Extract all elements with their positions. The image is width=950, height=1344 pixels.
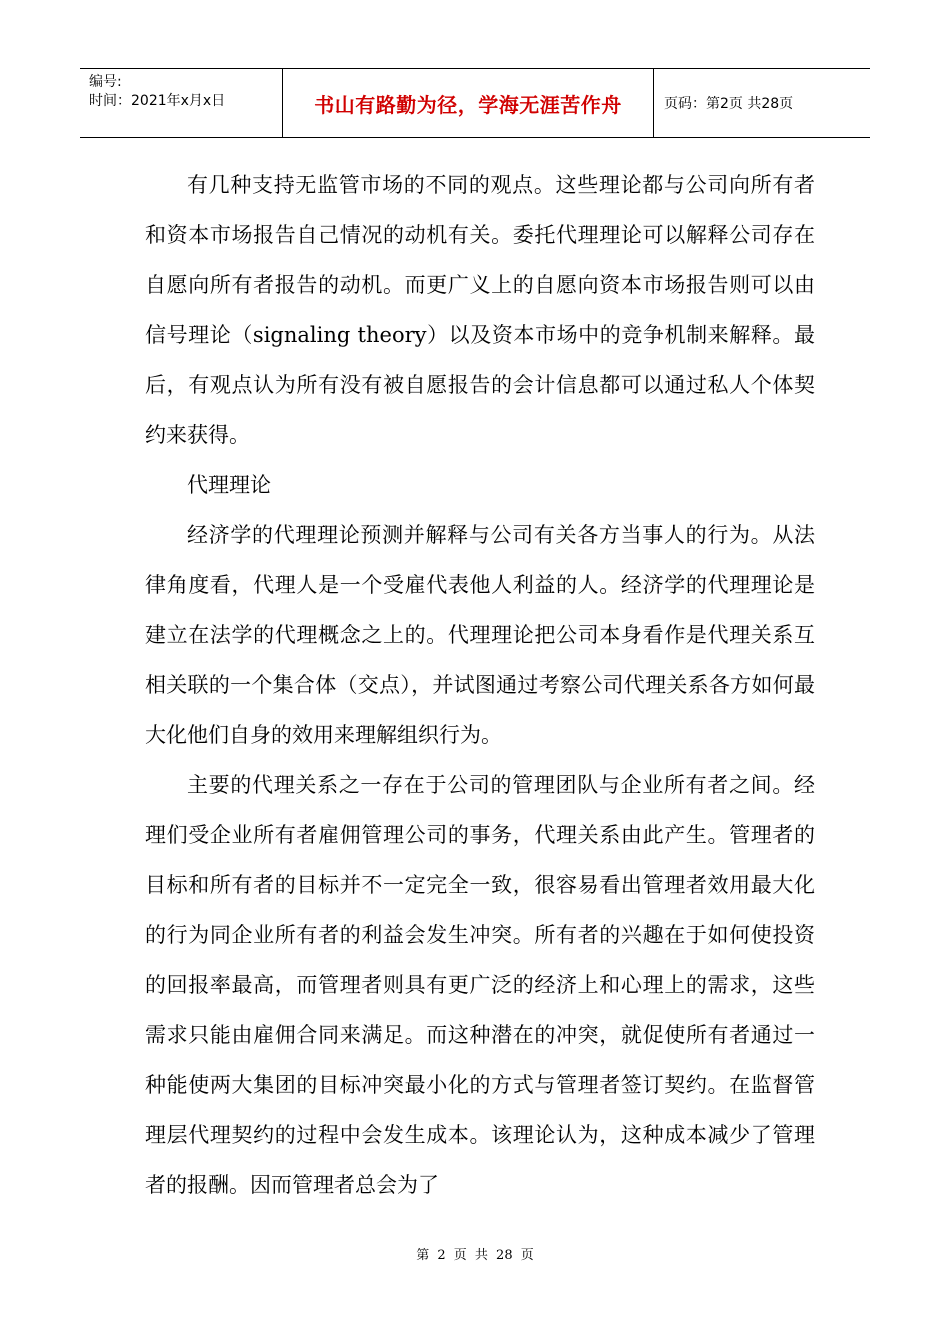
page-footer: 第 2 页 共 28 页: [416, 1248, 534, 1263]
motto-text: 书山有路勤为径，学海无涯苦作舟: [314, 92, 622, 117]
header-meta: [80, 69, 282, 137]
number-label: 编号:: [89, 74, 122, 90]
page-info-text: 页码：第2页 共28页: [664, 96, 794, 112]
paragraph-1: 有几种支持无监管市场的不同的观点。这些理论都与公司向所有者和资本市场报告自己情况的动机有关。委托代理理论可以解释公司存在自愿向所有者报告的动机。而更广义上的自愿向资本市场报告则可以由信号理论（signaling theory）以及资本市场中的竞争机制来解释。最后，有观点认为所有没有被自愿报告的会计信息都可以通过私人个体契约来获得。: [145, 173, 815, 447]
header-motto-cell: [282, 69, 654, 137]
time-label: 时间：2021年x月x日: [89, 93, 226, 109]
paragraph-2: 经济学的代理理论预测并解释与公司有关各方当事人的行为。从法律角度看，代理人是一个受雇代表他人利益的人。经济学的代理理论是建立在法学的代理概念之上的。代理理论把公司本身看作是代理关系互相关联的一个集合体（交点），并试图通过考察公司代理关系各方如何最大化他们自身的效用来理解组织行为。: [145, 523, 815, 747]
header-table: [80, 68, 870, 138]
paragraph-3: 主要的代理关系之一存在于公司的管理团队与企业所有者之间。经理们受企业所有者雇佣管理公司的事务，代理关系由此产生。管理者的目标和所有者的目标并不一定完全一致，很容易看出管理者效用最大化的行为同企业所有者的利益会发生冲突。所有者的兴趣在于如何使投资的回报率最高，而管理者则具有更广泛的经济上和心理上的需求，这些需求只能由雇佣合同来满足。而这种潜在的冲突，就促使所有者通过一种能使两大集团的目标冲突最小化的方式与管理者签订契约。在监督管理层代理契约的过程中会发生成本。该理论认为，这种成本减少了管理者的报酬。因而管理者总会为了: [145, 773, 815, 1197]
section-heading: 代理理论: [187, 473, 271, 497]
header-page-info: [654, 69, 870, 137]
document-body: [145, 160, 815, 1210]
